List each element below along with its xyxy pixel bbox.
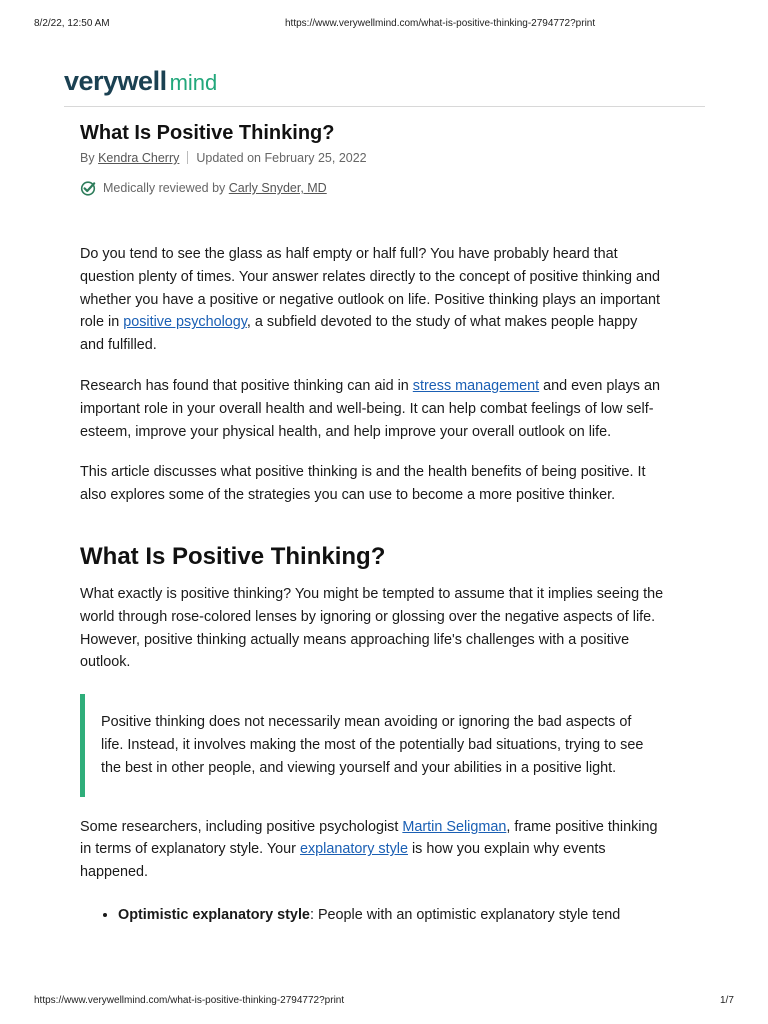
callout-text: Positive thinking does not necessarily mean avoiding or ignoring the bad aspects of life. Instead, it involves making the most of the potentially bad situations, trying to see the best in other people, and viewing yourself and your abilities in a positive light. xyxy=(101,714,644,776)
logo-wordmark-primary: verywell xyxy=(64,66,167,96)
print-footer xyxy=(0,992,768,1024)
updated-date: Updated on February 25, 2022 xyxy=(196,151,367,165)
explanatory-style-link[interactable]: explanatory style xyxy=(299,841,408,858)
footer-url: https://www.verywellmind.com/what-is-positive-thinking-2794772?print xyxy=(34,995,345,1006)
callout-box xyxy=(80,694,665,796)
section-paragraph-2: Some researchers, including positive psychologist Martin Seligman, frame positive thinking in terms of explanatory style. Your explanatory style is how you explain why events happened. xyxy=(80,818,658,881)
martin-seligman-link[interactable]: Martin Seligman xyxy=(402,818,507,835)
article xyxy=(80,121,665,927)
reviewer-link[interactable]: Carly Snyder, MD xyxy=(228,181,327,195)
byline-prefix: By xyxy=(80,151,95,165)
logo-wordmark-secondary: mind xyxy=(169,70,218,95)
list-item-text: : People with an optimistic explanatory style tend xyxy=(309,906,621,923)
section-heading: What Is Positive Thinking? xyxy=(80,542,386,570)
print-datetime: 8/2/22, 12:50 AM xyxy=(34,18,110,29)
check-badge-icon xyxy=(80,180,96,196)
medical-review xyxy=(80,179,665,197)
site-logo[interactable] xyxy=(64,66,217,97)
article-title: What Is Positive Thinking? xyxy=(80,122,335,144)
intro-paragraph-2: Research has found that positive thinking can aid in stress management and even plays an important role in your overall health and well-being. It can help combat feelings of low self-esteem, improve your physical health, and help improve your overall outlook on life. xyxy=(80,377,660,440)
print-header xyxy=(0,0,768,29)
article-body xyxy=(80,243,665,927)
list-item-term: Optimistic explanatory style xyxy=(118,906,310,923)
print-url: https://www.verywellmind.com/what-is-positive-thinking-2794772?print xyxy=(285,18,596,29)
byline xyxy=(80,149,665,167)
section-paragraph-1: What exactly is positive thinking? You might be tempted to assume that it implies seeing the world through rose-colored lenses by ignoring or glossing over the negative aspects of life. However, positive thinking actually means approaching life's challenges with a positive outlook. xyxy=(80,585,664,671)
stress-management-link[interactable]: stress management xyxy=(412,377,540,394)
review-label: Medically reviewed by xyxy=(103,181,226,195)
page-number: 1/7 xyxy=(720,995,734,1006)
byline-separator xyxy=(187,151,188,164)
intro-paragraph-1: Do you tend to see the glass as half empty or half full? You have probably heard that question plenty of times. Your answer relates directly to the concept of positive thinking and whether you have a positive or negative outlook on life. Positive thinking plays an important role in positive psychology, a subfield devoted to the study of what makes people happy and fulfilled. xyxy=(80,246,660,354)
list-item xyxy=(118,904,665,927)
header-divider xyxy=(64,106,705,107)
intro-paragraph-3: This article discusses what positive thinking is and the health benefits of being positive. It also explores some of the strategies you can use to become a more positive thinker. xyxy=(80,464,646,504)
positive-psychology-link[interactable]: positive psychology xyxy=(123,314,247,331)
author-link[interactable]: Kendra Cherry xyxy=(98,151,180,165)
explanatory-style-list xyxy=(80,904,665,927)
